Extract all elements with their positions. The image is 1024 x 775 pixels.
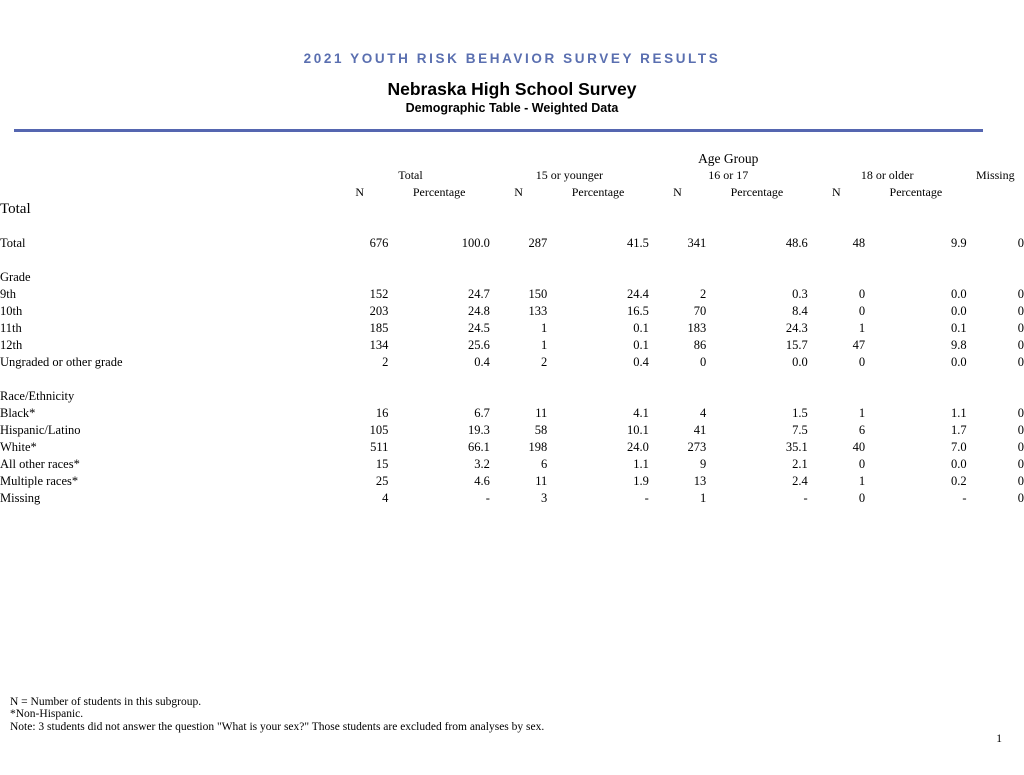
cell-missing-n: 0 [1017,440,1024,454]
cell-y15-pct: 0.1 [633,338,649,352]
empty-cell [388,269,490,286]
subheader-total-n: N [355,185,365,199]
cell-total-pct: 19.3 [468,423,490,437]
cell-y15-pct: 4.1 [633,406,649,420]
cell-y18-pct: 0.1 [950,321,967,335]
cell-missing-n: 0 [1017,423,1024,437]
cell-total-n: 2 [382,355,389,369]
empty-cell [331,269,388,286]
category-title-row [0,388,1024,405]
cell-y15-n: 58 [534,423,548,437]
table-row [0,286,1024,303]
subheader-15-percentage: Percentage [571,185,625,199]
cell-y15-pct: 24.4 [626,287,649,301]
cell-y15-pct: 10.1 [626,423,649,437]
cell-y1617-n: 41 [693,423,707,437]
cell-y18-n: 48 [852,236,866,250]
cell-y1617-pct: 2.4 [792,474,808,488]
cell-y1617-pct: - [803,491,808,505]
colgroup-total: Total [398,168,423,182]
cell-y1617-pct: 0.3 [792,287,808,301]
cell-y15-n: 6 [541,457,548,471]
empty-cell [706,388,808,405]
cell-y18-n: 0 [858,457,866,471]
table-row [0,303,1024,320]
cell-y1617-n: 341 [687,236,707,250]
cell-total-n: 152 [369,287,389,301]
cell-total-n: 105 [369,423,389,437]
survey-name-title: Nebraska High School Survey [387,79,637,99]
demographic-table [0,150,1024,507]
empty-cell [490,388,547,405]
cell-y18-pct: 0.0 [950,304,967,318]
cell-total-pct: 100.0 [461,236,490,250]
spacer-cell [0,252,331,269]
cell-missing-n: 0 [1017,457,1024,471]
cell-missing-n: 0 [1017,236,1024,250]
cell-y15-n: 11 [535,474,548,488]
cell-missing-n: 0 [1017,287,1024,301]
colgroup-16-or-17: 16 or 17 [708,168,749,182]
subheader-18-percentage: Percentage [889,185,943,199]
spacer-cell [388,371,490,388]
cell-y1617-pct: 24.3 [785,321,808,335]
empty-cell [808,269,865,286]
empty-cell [865,201,967,218]
cell-y18-pct: 0.0 [950,355,967,369]
cell-y15-n: 11 [535,406,548,420]
table-row [0,456,1024,473]
cell-missing-n: 0 [1017,406,1024,420]
cell-y15-n: 1 [541,338,548,352]
row-label: White* [0,440,37,454]
row-label: Ungraded or other grade [0,355,123,369]
row-label: 9th [0,287,16,301]
cell-y15-n: 198 [528,440,548,454]
empty-cell [967,269,1024,286]
spacer-cell [967,252,1024,269]
spacer-cell [706,252,808,269]
cell-total-n: 676 [369,236,389,250]
section-title-row [0,201,1024,218]
row-label: 12th [0,338,23,352]
row-label: 11th [0,321,22,335]
spacer-cell [808,252,865,269]
category-title-row [0,269,1024,286]
sub-header-row [0,184,1024,201]
row-label: All other races* [0,457,80,471]
subheader-total-percentage: Percentage [412,185,466,199]
cell-y15-n: 2 [541,355,548,369]
cell-y1617-pct: 2.1 [792,457,808,471]
empty-cell [706,269,808,286]
empty-label-cell [0,167,331,184]
cell-y15-pct: 16.5 [626,304,649,318]
empty-cell [649,388,706,405]
empty-corner-cell [0,150,331,167]
cell-y15-pct: - [644,491,649,505]
cell-missing-n: 0 [1017,474,1024,488]
spacer-cell [865,218,967,235]
spacer-cell [649,252,706,269]
spacer-cell [808,218,865,235]
cell-y1617-n: 70 [693,304,707,318]
cell-y1617-pct: 7.5 [792,423,808,437]
spacer-cell [0,371,331,388]
empty-cell [547,269,649,286]
cell-total-pct: - [485,491,490,505]
empty-cell [865,269,967,286]
spacer-cell [865,371,967,388]
spacer-cell [547,218,649,235]
empty-cell [547,388,649,405]
cell-y15-pct: 24.0 [626,440,649,454]
table-row [0,490,1024,507]
cell-total-n: 15 [375,457,389,471]
table-subtitle: Demographic Table - Weighted Data [405,101,619,115]
empty-cell [490,269,547,286]
cell-y18-n: 6 [858,423,866,437]
footnotes-block [10,697,544,734]
row-label: Hispanic/Latino [0,423,81,437]
cell-total-pct: 24.5 [468,321,490,335]
table-row [0,422,1024,439]
empty-cell [388,388,490,405]
colgroup-missing: Missing [975,168,1015,182]
footnote-1: N = Number of students in this subgroup. [10,696,202,708]
cell-y18-pct: 0.0 [950,457,967,471]
age-group-header: Age Group [698,151,759,166]
empty-cell [967,388,1024,405]
cell-y15-pct: 1.9 [633,474,649,488]
section-title: Total [0,201,31,217]
subheader-1617-n: N [673,185,682,199]
section-spacer [0,218,1024,235]
cell-total-n: 16 [375,406,389,420]
cell-total-n: 203 [369,304,389,318]
spacer-cell [490,371,547,388]
table-row [0,354,1024,371]
spacer-cell [490,252,547,269]
cell-total-pct: 25.6 [468,338,490,352]
cell-y1617-n: 183 [687,321,707,335]
footnote-3: Note: 3 students did not answer the question "What is your sex?" Those students are excluded from analyses by sex. [10,720,545,733]
cell-total-pct: 24.7 [468,287,490,301]
cell-y1617-pct: 1.5 [792,406,808,420]
empty-cell [490,201,547,218]
subheader-1617-percentage: Percentage [730,185,784,199]
subheader-missing [967,184,1024,201]
cell-y1617-n: 273 [687,440,707,454]
spacer-cell [331,371,388,388]
cell-y18-n: 1 [858,474,866,488]
spacer-cell [388,252,490,269]
spacer-cell [649,371,706,388]
spacer-cell [865,252,967,269]
empty-cell [967,201,1024,218]
empty-label-cell-2 [0,184,331,201]
cell-y1617-n: 13 [693,474,707,488]
cell-total-n: 25 [375,474,389,488]
row-label: 10th [0,304,23,318]
cell-missing-n: 0 [1017,338,1024,352]
cell-y18-pct: 9.9 [950,236,967,250]
empty-cell [808,388,865,405]
survey-banner-title: 2021 YOUTH RISK BEHAVIOR SURVEY RESULTS [303,51,721,66]
cell-y18-pct: 0.0 [950,287,967,301]
cell-y18-n: 47 [852,338,866,352]
table-row [0,337,1024,354]
age-group-header-row [0,150,1024,167]
cell-total-pct: 24.8 [468,304,490,318]
cell-y18-pct: 1.1 [950,406,967,420]
cell-y15-n: 1 [541,321,548,335]
cell-y18-pct: - [962,491,967,505]
cell-y15-pct: 0.1 [633,321,649,335]
category-title: Race/Ethnicity [0,389,75,403]
empty-cell [388,201,490,218]
cell-y15-pct: 41.5 [626,236,649,250]
cell-y18-pct: 1.7 [950,423,967,437]
spacer-cell [331,252,388,269]
table-row [0,439,1024,456]
cell-y18-pct: 7.0 [950,440,967,454]
table-row [0,235,1024,252]
cell-y1617-n: 4 [699,406,707,420]
cell-total-pct: 66.1 [468,440,490,454]
cell-missing-n: 0 [1017,491,1024,505]
cell-y18-n: 0 [858,287,866,301]
cell-total-pct: 4.6 [474,474,490,488]
empty-cell [865,388,967,405]
spacer-cell [967,218,1024,235]
cell-total-n: 134 [369,338,389,352]
spacer-cell [967,371,1024,388]
table-header [0,150,1024,201]
cell-total-n: 4 [382,491,389,505]
cell-y15-n: 287 [528,236,548,250]
subheader-18-n: N [832,185,841,199]
cell-y18-pct: 9.8 [950,338,967,352]
table-body [0,201,1024,507]
cell-y15-pct: 0.4 [633,355,649,369]
group-spacer [0,371,1024,388]
row-label: Missing [0,491,41,505]
subheader-15-n: N [514,185,523,199]
cell-y1617-pct: 15.7 [785,338,808,352]
cell-y1617-pct: 48.6 [785,236,808,250]
cell-y15-pct: 1.1 [633,457,649,471]
cell-y1617-n: 2 [699,287,707,301]
header-divider-rule [14,129,983,132]
cell-y18-n: 40 [852,440,866,454]
row-label: Multiple races* [0,474,79,488]
spacer-cell [808,371,865,388]
spacer-total-n [331,150,388,167]
cell-y18-n: 0 [858,491,866,505]
category-title: Grade [0,270,31,284]
empty-cell [808,201,865,218]
empty-cell [547,201,649,218]
cell-y1617-pct: 8.4 [792,304,808,318]
colgroup-15-or-younger: 15 or younger [535,168,604,182]
cell-total-pct: 3.2 [474,457,490,471]
footnote-2: *Non-Hispanic. [10,708,84,721]
row-label: Black* [0,406,36,420]
table-row [0,320,1024,337]
colgroup-18-or-older: 18 or older [860,168,914,182]
cell-y1617-pct: 0.0 [792,355,808,369]
group-spacer [0,252,1024,269]
cell-missing-n: 0 [1017,355,1024,369]
spacer-cell [706,218,808,235]
spacer-cell [388,218,490,235]
cell-total-n: 185 [369,321,389,335]
cell-y1617-n: 86 [693,338,707,352]
column-group-header-row [0,167,1024,184]
cell-y18-n: 1 [858,406,866,420]
cell-y15-n: 133 [528,304,548,318]
cell-y1617-n: 9 [699,457,707,471]
cell-y18-n: 0 [858,355,866,369]
cell-y18-n: 0 [858,304,866,318]
table-row [0,405,1024,422]
cell-total-n: 511 [370,440,389,454]
empty-cell [331,388,388,405]
table-row [0,473,1024,490]
cell-y15-n: 150 [528,287,548,301]
spacer-cell [490,218,547,235]
spacer-cell [649,218,706,235]
row-label: Total [0,236,26,250]
cell-y1617-n: 0 [699,355,707,369]
empty-cell [649,269,706,286]
empty-cell [331,201,388,218]
cell-total-pct: 6.7 [474,406,490,420]
cell-y18-n: 1 [858,321,866,335]
cell-y1617-pct: 35.1 [785,440,808,454]
spacer-cell [0,218,331,235]
cell-y18-pct: 0.2 [950,474,967,488]
empty-cell [649,201,706,218]
spacer-cell [547,371,649,388]
page-number: 1 [996,733,1002,745]
cell-total-pct: 0.4 [474,355,490,369]
cell-missing-n: 0 [1017,304,1024,318]
cell-missing-n: 0 [1017,321,1024,335]
spacer-total-pct [388,150,490,167]
empty-cell [706,201,808,218]
cell-y15-n: 3 [541,491,548,505]
spacer-missing [967,150,1024,167]
cell-y1617-n: 1 [699,491,707,505]
spacer-cell [706,371,808,388]
spacer-cell [331,218,388,235]
spacer-cell [547,252,649,269]
